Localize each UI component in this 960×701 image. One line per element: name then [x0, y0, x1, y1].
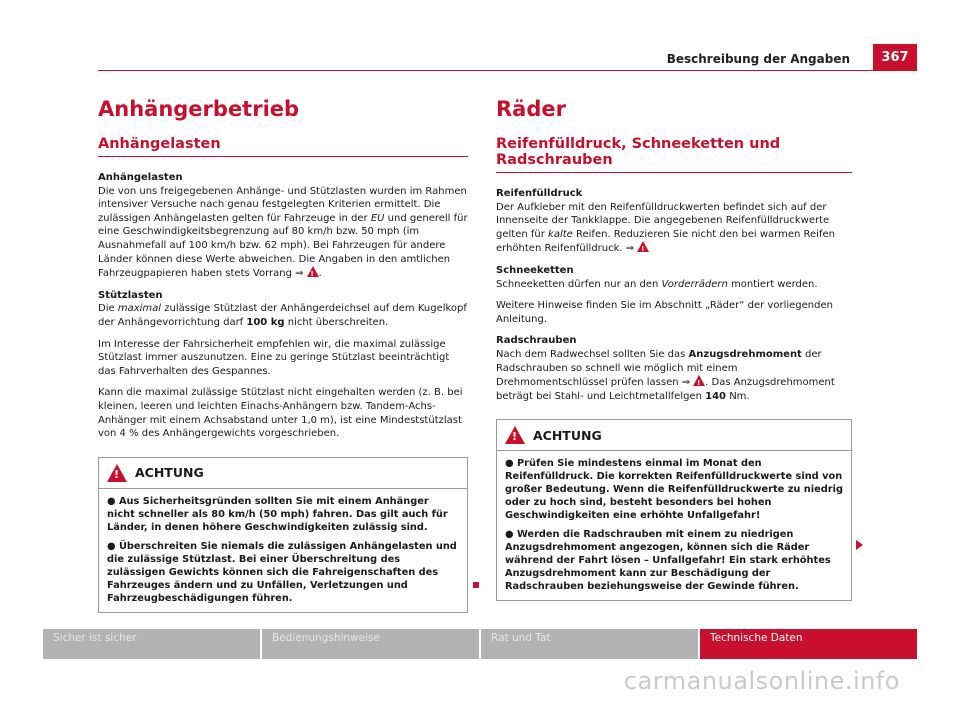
paragraph-text: montiert werden.: [731, 278, 818, 290]
nav-tab-bedienungshinweise[interactable]: Bedienungshinweise: [262, 629, 479, 659]
paragraph-heading: Stützlasten: [98, 289, 163, 301]
left-column: [98, 96, 468, 613]
warning-box-right: [496, 419, 852, 601]
paragraph-text: Der Aufkleber mit den Reifenfülldruckwerten befindet sich auf der Innenseite der Tankklappe. Die angegebenen Reifenfülldruckwerte gelten für: [496, 201, 830, 240]
warning-box-left: [98, 457, 468, 613]
warning-title: ACHTUNG: [135, 465, 204, 481]
emphasis-maximal: maximal: [117, 303, 162, 315]
nav-tab-rat-und-tat[interactable]: Rat und Tat: [481, 629, 698, 659]
paragraph-reifenfuelldruck: [496, 187, 852, 256]
warning-reference-icon[interactable]: [637, 241, 649, 252]
nav-tab-technische-daten[interactable]: Technische Daten: [700, 629, 917, 659]
paragraph-stuetzlasten: [98, 289, 468, 330]
warning-reference-icon[interactable]: [307, 266, 319, 277]
section-title-raeder: Räder: [496, 97, 566, 121]
emphasis-vorderraedern: Vorderrädern: [661, 278, 728, 290]
emphasis-eu: EU: [370, 212, 385, 224]
paragraph-schneeketten: [496, 264, 852, 291]
unit-text: Nm.: [729, 390, 750, 402]
running-header-title: Beschreibung der Angaben: [666, 52, 850, 66]
paragraph-heading: Radschrauben: [496, 335, 577, 347]
paragraph-text: Schneeketten dürfen nur an den: [496, 278, 659, 290]
paragraph-heading: Schneeketten: [496, 264, 574, 276]
warning-item: ● Aus Sicherheitsgründen sollten Sie mit einem Anhänger nicht schneller als 80 km/h (50 mph) fahren. Das gilt auch für Länder, in denen höhere Geschwindigkeiten zulässig sind.: [107, 495, 448, 533]
paragraph-mindeststuetzlast: Kann die maximal zulässige Stützlast nicht eingehalten werden (z. B. bei kleinen, leeren und leichten Einachs-Anhängern bzw. Tandem-Achs-Anhänger mit einem Achsabstand unter 1,0 m), ist eine Mindeststützlast von 4 % des Anhängergewichts vorgeschrieben.: [98, 387, 463, 440]
paragraph-text: Nach dem Radwechsel sollten Sie das: [496, 348, 686, 360]
chapter-nav: [43, 629, 917, 659]
warning-item: ● Werden die Radschrauben mit einem zu niedrigen Anzugsdrehmoment angezogen, können sich die Räder während der Fahrt lösen – Unfallgefahr! Ein stark erhöhtes Anzugsdrehmoment kann zur Beschädigung der Radschrauben beziehungsweise der Gewinde führen.: [505, 529, 831, 593]
header-rule: [98, 70, 917, 71]
warning-body: [497, 451, 851, 600]
warning-header: [99, 458, 467, 489]
value-anzugsdrehmoment: 140: [705, 390, 726, 402]
warning-header: [497, 420, 851, 451]
paragraph-heading: Reifenfülldruck: [496, 188, 583, 199]
paragraph-text: . Das Anzugsdrehmoment beträgt bei Stahl- und Leichtmetallfelgen: [496, 377, 835, 402]
warning-body: [99, 489, 467, 612]
emphasis-anzugsdrehmoment: Anzugsdrehmoment: [688, 348, 802, 360]
paragraph-text: Die: [98, 303, 115, 315]
paragraph-text: Die von uns freigegebenen Anhänge- und Stützlasten wurden im Rahmen intensiver Versuche nach genau festgelegten Kriterien ermittelt. Die zulässigen Anhängelasten gelten für Fahrzeuge in der: [98, 185, 467, 224]
page-number: 367: [873, 44, 917, 70]
warning-title: ACHTUNG: [533, 427, 602, 443]
section-end-marker: [473, 582, 479, 588]
right-column: [496, 96, 852, 601]
paragraph-heading: Anhängelasten: [98, 172, 183, 183]
paragraph-text: zulässige Stützlast der Anhängerdeichsel auf dem Kugelkopf der Anhängevorrichtung darf: [98, 303, 467, 328]
section-title-anhaengerbetrieb: Anhängerbetrieb: [98, 97, 300, 121]
paragraph-fahrsicherheit: Im Interesse der Fahrsicherheit empfehlen wir, die maximal zulässige Stützlast immer auszunutzen. Eine zu geringe Stützlast beeinträchtigt das Fahrverhalten des Gespannes.: [98, 338, 450, 377]
continue-arrow-icon: [856, 540, 863, 550]
warning-item: ● Überschreiten Sie niemals die zulässigen Anhängelasten und die zulässige Stützlast. Bei einer Überschreitung des zulässigen Gewichts können sich die Fahreigenschaften des Fahrzeuges ändern und zu Unfällen, Verletzungen und Fahrzeugbeschädigungen führen.: [107, 540, 457, 604]
paragraph-text: Reifen. Reduzieren Sie nicht den bei warmen Reifen erhöhten Reifenfülldruck. ⇒: [496, 228, 835, 255]
paragraph-text: nicht überschreiten.: [287, 316, 389, 328]
emphasis-kalte: kalte: [548, 228, 573, 240]
warning-reference-icon[interactable]: [693, 375, 705, 386]
value-stuetzlast: 100 kg: [246, 316, 285, 328]
paragraph-text: und generell für eine Geschwindigkeitsbegrenzung auf 80 km/h bzw. 50 mph (im Ausnahmefall auf 100 km/h bzw. 62 mph). Bei Fahrzeugen für andere Länder können diese Werte abweichen. Die Angaben in den amtlichen Fahrzeugpapieren haben stets Vorrang ⇒: [98, 212, 468, 280]
paragraph-text: der Radschrauben so schnell wie möglich mit einem Drehmomentschlüssel prüfen lassen ⇒: [496, 348, 822, 389]
subsection-title-reifenfuelldruck: Reifenfülldruck, Schneeketten und Radschrauben: [496, 136, 852, 173]
warning-triangle-icon: [505, 426, 525, 444]
nav-tab-sicher-ist-sicher[interactable]: Sicher ist sicher: [43, 629, 260, 659]
paragraph-weitere-hinweise: Weitere Hinweise finden Sie im Abschnitt „Räder“ der vorliegenden Anleitung.: [496, 300, 833, 325]
paragraph-radschrauben: [496, 334, 852, 403]
watermark: carmanualsonline.info: [623, 667, 900, 695]
warning-item: ● Prüfen Sie mindestens einmal im Monat den Reifenfülldruck. Die korrekten Reifenfülldruckwerte sind von großer Bedeutung. Wenn die Reifenfülldruckwerte zu niedrig oder zu hoch sind, besteht besonders bei hohen Geschwindigkeiten eine erhöhte Unfallgefahr!: [505, 458, 843, 522]
warning-triangle-icon: [107, 464, 127, 482]
subsection-title-anhaengelasten: Anhängelasten: [98, 136, 468, 157]
paragraph-anhaengelasten: Anhängelasten Die von uns freigegebenen Anhänge- und Stützlasten wurden im Rahmen intensiver Versuche nach genau festgelegten Kriterien ermittelt. Die zulässigen Anhängelasten gelten für Fahrzeuge in der EU und generell für eine Geschwindigkeitsbegrenzung auf 80 km/h bzw. 50 mph (im Ausnahmefall auf 100 km/h bzw. 62 mph). Bei Fahrzeugen für andere Länder können diese Werte abweichen. Die Angaben in den amtlichen Fahrzeugpapieren haben stets Vorrang ⇒! .: [98, 171, 468, 281]
